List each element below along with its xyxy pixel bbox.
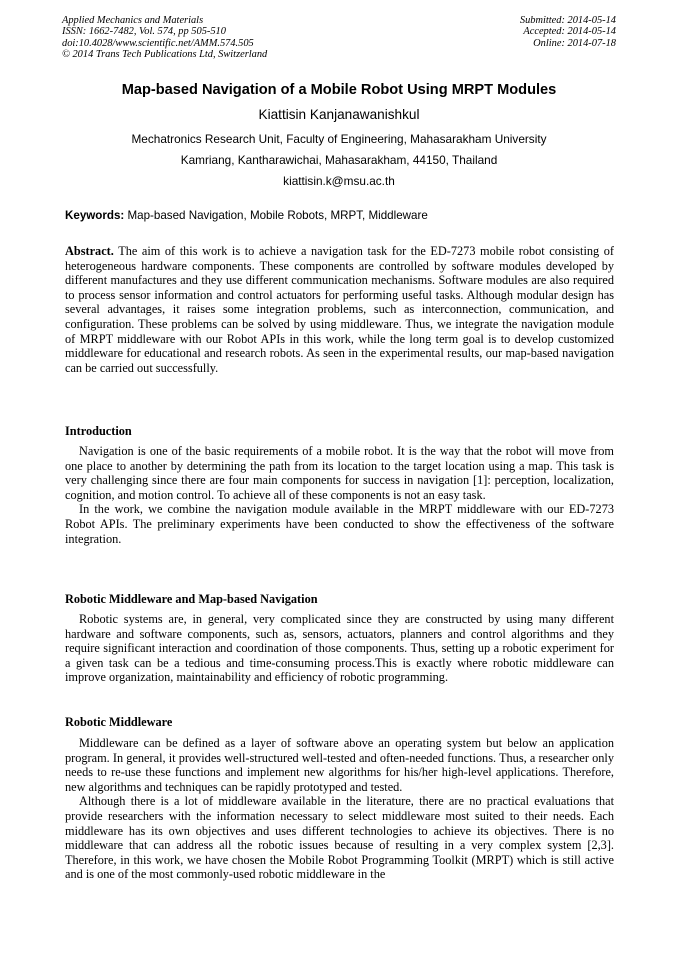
paper-title: Map-based Navigation of a Mobile Robot Using MRPT Modules xyxy=(121,82,557,98)
journal-name: Applied Mechanics and Materials xyxy=(62,15,204,26)
journal-copyright: © 2014 Trans Tech Publications Ltd, Switzerland xyxy=(62,49,268,61)
keywords-text: Map-based Navigation, Mobile Robots, MRPT, Middleware xyxy=(124,209,428,222)
robotic-middleware-navigation-body xyxy=(65,612,614,685)
abstract-label: Abstract. xyxy=(65,244,114,258)
heading-robotic-middleware-navigation: Robotic Middleware and Map-based Navigation xyxy=(65,592,318,606)
date-online: Online: 2014-07-18 xyxy=(533,37,616,49)
introduction-paragraph-1: Navigation is one of the basic requirements of a mobile robot. It is the way that the robot will move from one place to another by determining the path from its location to the target location using a map. This task is very challenging since there are four main components for success in navigation [1]: perception, localization, cognition, and motion control. To achieve all of these components is not an easy task. xyxy=(65,444,614,502)
rm-paragraph-2: Although there is a lot of middleware available in the literature, there are no practical evaluations that provide researchers with the information necessary to select middleware most suited to their needs. Each middleware has its own objectives and uses different technologies to achieve its objectives. There is no middleware that can address all the robotic issues because of resulting in a very complex system [2,3]. Therefore, in this work, we have chosen the Mobile Robot Programming Toolkit (MRPT) which is still active and is one of the most commonly-used robotic middleware in the xyxy=(65,794,614,882)
abstract xyxy=(65,244,614,375)
journal-header xyxy=(62,15,382,61)
introduction-body xyxy=(65,444,614,546)
journal-issn: ISSN: 1662-7482, Vol. 574, pp 505-510 xyxy=(62,26,226,38)
author-name: Kiattisin Kanjanawanishkul xyxy=(258,107,420,122)
heading-introduction: Introduction xyxy=(65,424,132,438)
robotic-middleware-body xyxy=(65,736,614,882)
rm-nav-paragraph-1: Robotic systems are, in general, very complicated since they are constructed by using many different hardware and software components, such as, sensors, actuators, planners and control algorithms and they require significant interaction and coordination of those components. Thus, setting up a robotic experiment for a given task can be a tedious and time-consuming process.This is exactly where robotic middleware can improve organization, maintainability and efficiency of robotic programming. xyxy=(65,612,614,685)
introduction-paragraph-2: In the work, we combine the navigation module available in the MRPT middleware with our ED-7273 Robot APIs. The preliminary experiments have been conducted to show the effectiveness of the software integration. xyxy=(65,502,614,546)
date-submitted: Submitted: 2014-05-14 xyxy=(519,15,616,26)
author-email: kiattisin.k@msu.ac.th xyxy=(283,174,395,188)
affiliation-line-2: Kamriang, Kantharawichai, Mahasarakham, 44150, Thailand xyxy=(180,153,498,167)
journal-doi: doi:10.4028/www.scientific.net/AMM.574.505 xyxy=(62,37,254,49)
heading-robotic-middleware: Robotic Middleware xyxy=(65,715,173,729)
keywords-label: Keywords: xyxy=(65,209,125,222)
affiliation-line-1: Mechatronics Research Unit, Faculty of Engineering, Mahasarakham University xyxy=(131,132,547,146)
date-accepted: Accepted: 2014-05-14 xyxy=(523,26,616,38)
keywords xyxy=(65,209,615,223)
publication-dates xyxy=(416,15,616,49)
rm-paragraph-1: Middleware can be defined as a layer of software above an operating system but below an application program. In general, it provides well-structured well-tested and often-needed functions. Thus, a researcher only needs to re-use these functions and implement new algorithms for his/her high-level applications. Therefore, new algorithms and techniques can be rapidly prototyped and tested. xyxy=(65,736,614,794)
abstract-text: The aim of this work is to achieve a navigation task for the ED-7273 mobile robot consisting of heterogeneous hardware components. These components are controlled by software modules developed by different manufactures and they use different communication mechanisms. Software modules are also required to process sensor information and control actuators for performing useful tasks. Although modular design has several advantages, it raises some integration problems, such as interconnection, communication, and configuration. These problems can be solved by using middleware. Thus, we integrate the navigation module of MRPT middleware with our Robot APIs in this work, while the long term goal is to develop customized middleware for educational and research robots. As seen in the experimental results, our map-based navigation can be carried out successfully. xyxy=(65,244,614,375)
